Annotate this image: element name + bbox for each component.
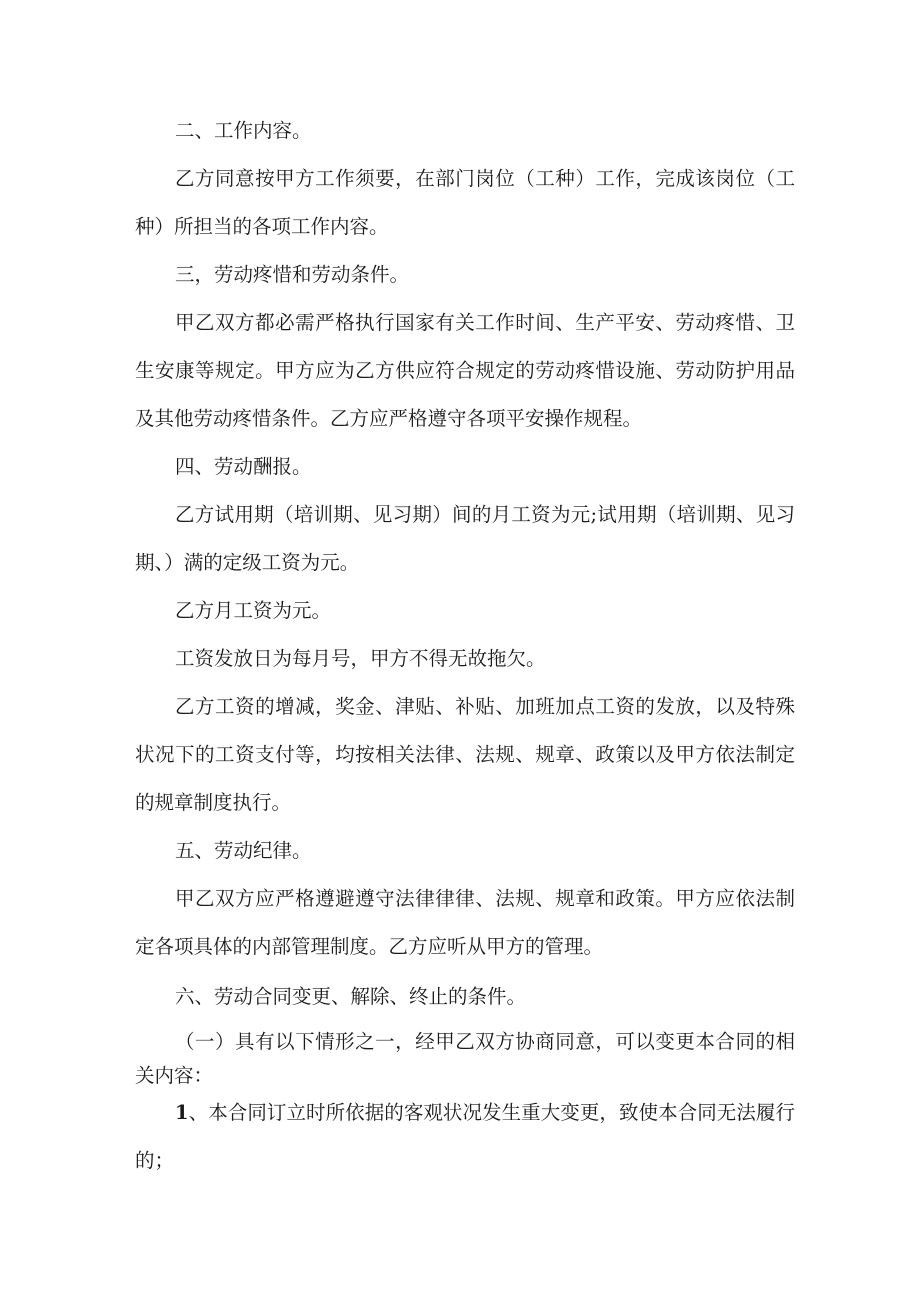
list-item-1 <box>135 1089 795 1185</box>
section-heading-remuneration: 四、劳动酬报。 <box>175 455 312 478</box>
paragraph-labor-protection: 甲乙双方都必需严格执行国家有关工作时间、生产平安、劳动疼惜、卫生安康等规定。甲方应为乙方供应符合规定的劳动疼惜设施、劳动防护用品及其他劳动疼惜条件。乙方应严格遵守各项平安操作规程。 <box>135 311 795 430</box>
section-heading-labor-protection: 三，劳动疼惜和劳动条件。 <box>175 263 410 286</box>
list-item-separator: 、 <box>188 1101 209 1124</box>
list-item-text: 本合同订立时所依据的客观状况发生重大变更，致使本合同无法履行的； <box>135 1101 795 1172</box>
paragraph-pay-day: 工资发放日为每月号，甲方不得无故拖欠。 <box>175 647 546 670</box>
section-heading-discipline: 五、劳动纪律。 <box>175 839 312 862</box>
paragraph-probation-salary: 乙方试用期（培训期、见习期）间的月工资为元;试用期（培训期、见习期、）满的定级工资为元。 <box>135 503 795 574</box>
paragraph-change-conditions: （一）具有以下情形之一，经甲乙双方协商同意，可以变更本合同的相关内容： <box>135 1030 795 1087</box>
paragraph-work-content: 乙方同意按甲方工作须要，在部门岗位（工种）工作，完成该岗位（工种）所担当的各项工作内容。 <box>135 167 795 238</box>
section-heading-work-content: 二、工作内容。 <box>175 119 312 142</box>
paragraph-discipline: 甲乙双方应严格遵避遵守法律律律、法规、规章和政策。甲方应依法制定各项具体的内部管理制度。乙方应听从甲方的管理。 <box>135 887 795 958</box>
paragraph-monthly-salary: 乙方月工资为元。 <box>175 599 332 622</box>
section-heading-contract-change: 六、劳动合同变更、解除、终止的条件。 <box>175 985 527 1008</box>
list-item-number: 1 <box>175 1101 189 1124</box>
paragraph-salary-adjustment: 乙方工资的增减，奖金、津贴、补贴、加班加点工资的发放，以及特殊状况下的工资支付等，均按相关法律、法规、规章、政策以及甲方依法制定的规章制度执行。 <box>135 695 795 814</box>
